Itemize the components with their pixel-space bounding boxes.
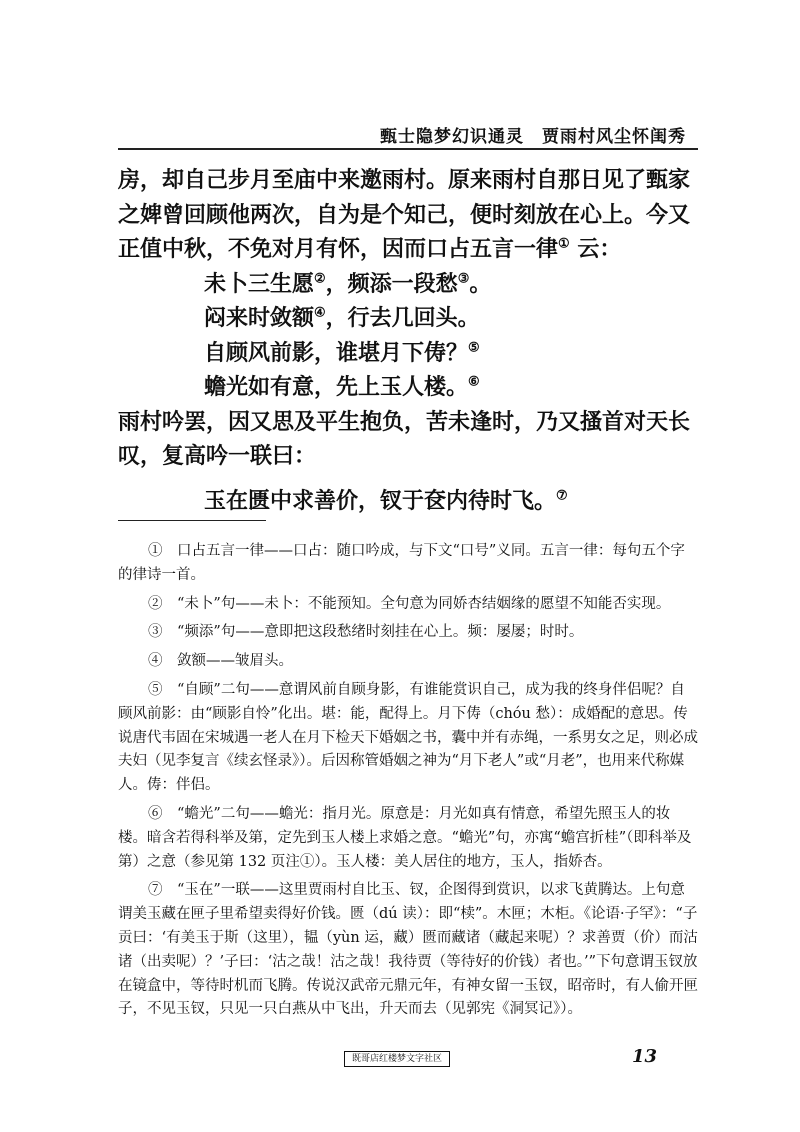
footnote-ref[interactable]: ⑥	[468, 374, 480, 390]
verse-text: 蟾光如有意，先上玉人楼。	[204, 374, 469, 400]
footnote-ref[interactable]: ①	[558, 236, 570, 252]
verse-text: 自顾风前影，谁堪月下俦？	[204, 339, 469, 366]
verse-line-2	[118, 301, 698, 336]
footnote-6: ⑥ “蟾光”二句——蟾光：指月光。原意是：月光如真有情意，希望先照玉人的妆楼。暗含若得科举及第，定先到玉人楼上求婚之意。“蟾光”句，亦寓“蟾宫折桂”（即科举及第）之意（参见第 132 页注①）。玉人楼：美人居住的地方，玉人，指娇杏。	[118, 805, 692, 870]
couplet	[118, 484, 698, 519]
verse-text: 。	[469, 270, 492, 297]
paragraph-1-text: 房，却自己步月至庙中来邀雨村。原来雨村自那日见了甄家之婢曾回顾他两次，自为是个知己，便时刻放在心上。今又正值中秋，不免对月有怀，因而口占五言一律	[118, 167, 691, 262]
footnote-4: ④ 敛额——皱眉头。	[148, 653, 293, 670]
paragraph-1-tail: 云：	[569, 236, 622, 262]
chapter-title: 甄士隐梦幻识通灵 贾雨村风尘怀闺秀	[380, 127, 686, 147]
footnote-divider	[118, 520, 266, 521]
page-number: 13	[632, 1046, 658, 1067]
verse-line-4	[118, 370, 698, 405]
paragraph-1	[118, 163, 698, 267]
footnote-1: ① 口占五言一律——口占：随口吟成，与下文“口号”义同。五言一律：每句五个字的律诗一首。	[118, 543, 685, 583]
footnote-ref[interactable]: ②	[314, 271, 326, 287]
couplet-text: 玉在匮中求善价，钗于奁内待时飞。	[204, 487, 557, 514]
verse-line-1	[118, 267, 698, 302]
footnote-ref[interactable]: ③	[457, 271, 470, 287]
verse-line-3	[118, 336, 698, 371]
main-text	[118, 163, 698, 518]
footnote-ref[interactable]: ④	[314, 305, 326, 321]
footnote-5: ⑤ “自顾”二句——意谓风前自顾身影，有谁能赏识自己，成为我的终身伴侣呢？自顾风前影：由“顾影自怜”化出。堪：能，配得上。月下俦（chóu 愁）：成婚配的意思。传说唐代韦固在宋城遇一老人在月下检天下婚姻之书，囊中并有赤绳，一系男女之足，则必成夫妇（见李复言《续玄怪录》）。后因称管婚姻之神为“月下老人”或“月老”，也用来代称媒人。俦：伴侣。	[118, 681, 698, 794]
footnote-ref[interactable]: ⑦	[556, 488, 568, 504]
verse-text: 未卜三生愿	[204, 270, 315, 297]
footnote-2: ② “未卜”句——未卜：不能预知。全句意为同娇杏结姻缘的愿望不知能否实现。	[148, 595, 671, 612]
paragraph-2: 雨村吟罢，因又思及平生抱负，苦未逢时，乃又搔首对天长叹，复高吟一联曰：	[118, 408, 691, 469]
footnote-ref[interactable]: ⑤	[468, 340, 480, 356]
footnote-7: ⑦ “玉在”一联——这里贾雨村自比玉、钗，企图得到赏识，以求飞黄腾达。上句意谓美玉藏在匣子里希望卖得好价钱。匮（dú 读）：即“椟”。木匣；木柜。《论语·子罕》：“子贡曰：‘有美玉于斯（这里），韫（yùn 运，藏）匮而藏诸（藏起来呢）？求善贾（价）而沽诸（出卖呢）？’子曰：‘沽之哉！沽之哉！我待贾（等待好的价钱）者也。’”下句意谓玉钗放在镜盒中，等待时机而飞腾。传说汉武帝元鼎元年，有神女留一玉钗，昭帝时，有人偷开匣子，不见玉钗，只见一只白燕从中飞出，升天而去（见郭宪《洞冥记》）。	[118, 882, 698, 1018]
running-header	[118, 116, 698, 150]
watermark-badge: 既哥店红楼梦文字社区	[344, 1051, 450, 1067]
footnotes	[118, 540, 698, 1027]
verse-text: ，频添一段愁	[325, 270, 458, 297]
verse-text: 闷来时敛额	[204, 305, 315, 331]
verse-text: ，行去几回头。	[325, 305, 480, 331]
footnote-3: ③ “频添”句——意即把这段愁绪时刻挂在心上。频：屡屡；时时。	[148, 624, 584, 641]
